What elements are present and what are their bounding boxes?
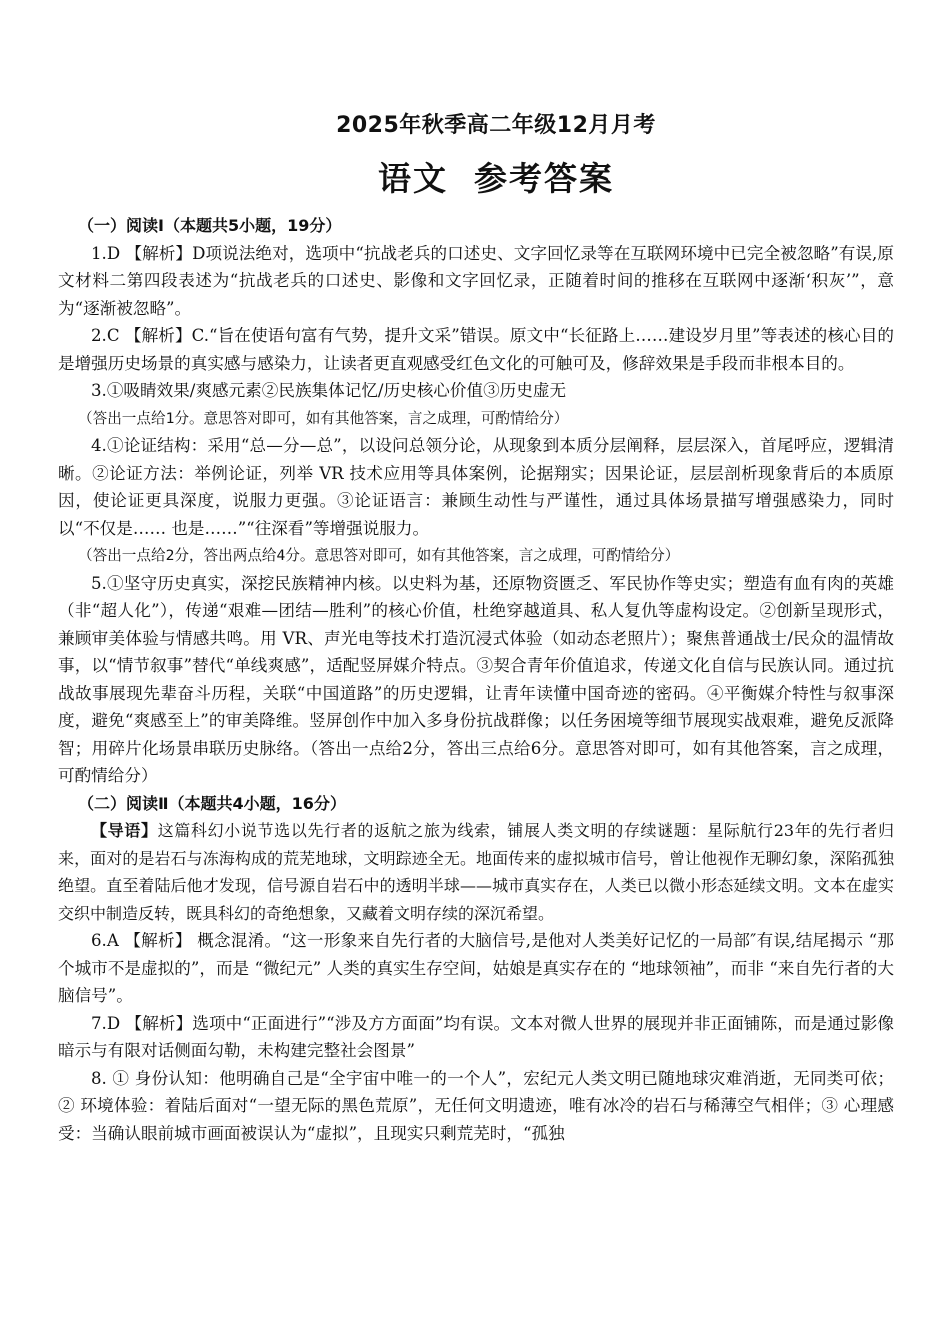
answer-key-label: 参考答案 bbox=[474, 159, 614, 198]
guide-text: 这篇科幻小说节选以先行者的返航之旅为线索，铺展人类文明的存续谜题：星际航行23年的先行者归来，面对的是岩石与冻海构成的荒芜地球，文明踪迹全无。地面传来的虚拟城市信号，曾让他视作无聊幻象，深陷孤独绝望。直至着陆后他才发现，信号源自岩石中的透明半球——城市真实存在，人类已以微小形态延续文明。文本在虚实交织中制造反转，既具科幻的奇绝想象，又藏着文明存续的深沉希望。 bbox=[58, 821, 894, 923]
answer-q2: 2.C 【解析】C.“旨在使语句富有气势，提升文采”错误。原文中“长征路上……建设岁月里”等表述的核心目的是增强历史场景的真实感与感染力，让读者更直观感受红色文化的可触可及，修辞效果是手段而非根本目的。 bbox=[58, 326, 894, 373]
subject-label: 语文 bbox=[378, 159, 448, 198]
answer-q7: 7.D 【解析】选项中“正面进行”“涉及方方面面”均有误。文本对微人世界的展现并非正面铺陈，而是通过影像暗示与有限对话侧面勾勒，未构建完整社会图景” bbox=[58, 1013, 894, 1060]
answer-document bbox=[58, 108, 894, 1147]
document-title bbox=[98, 153, 894, 200]
answer-q6: 6.A 【解析】 概念混淆。“这一形象来自先行者的大脑信号,是他对人类美好记忆的一局部″有误,结尾揭示 “那个城市不是虚拟的”，而是 “微纪元” 人类的真实生存空间，姑娘是真实存在的 “地球领袖”，而非 “来自先行者的大脑信号”。 bbox=[58, 931, 894, 1005]
section1-heading: （一）阅读Ⅰ（本题共5小题，19分） bbox=[78, 216, 342, 235]
answer-q8: 8. ① 身份认知：他明确自己是“全宇宙中唯一的一个人”，宏纪元人类文明已随地球灾难消逝，无同类可依；② 环境体验：着陆后面对“一望无际的黑色荒原”，无任何文明遗迹，唯有冰冷的岩石与稀薄空气相伴；③ 心理感受：当确认眼前城市画面被误认为“虚拟”，且现实只剩荒芜时，“孤独 bbox=[58, 1068, 894, 1143]
guide-paragraph bbox=[58, 817, 894, 927]
scoring-note-q3: （答出一点给1分。意思答对即可，如有其他答案，言之成理，可酌情给分） bbox=[78, 409, 569, 427]
answer-q1: 1.D 【解析】D项说法绝对，选项中“抗战老兵的口述史、文字回忆录等在互联网环境中已完全被忽略”有误,原文材料二第四段表述为“抗战老兵的口述史、影像和文字回忆录，正随着时间的推移在互联网中逐渐‘积灰’”，意为“逐渐被忽略”。 bbox=[58, 243, 894, 318]
answer-q4: 4.①论证结构：采用“总—分—总”，以设问总领分论，从现象到本质分层阐释，层层深入，首尾呼应，逻辑清晰。②论证方法：举例论证，列举 VR 技术应用等具体案例，论据翔实；因果论证，层层剖析现象背后的本质原因，使论证更具深度，说服力更强。③论证语言：兼顾生动性与严谨性，通过具体场景描写增强感染力，同时以“不仅是…… 也是……”“往深看”等增强说服力。 bbox=[58, 436, 894, 538]
answer-q5: 5.①坚守历史真实，深挖民族精神内核。以史料为基，还原物资匮乏、军民协作等史实；塑造有血有肉的英雄（非“超人化”），传递“艰难—团结—胜利”的核心价值，杜绝穿越道具、私人复仇等虚构设定。②创新呈现形式，兼顾审美体验与情感共鸣。用 VR、声光电等技术打造沉浸式体验（如动态老照片）；聚焦普通战士/民众的温情故事，以“情节叙事”替代“单线爽感”，适配竖屏媒介特点。③契合青年价值追求，传递文化自信与民族认同。通过抗战故事展现先辈奋斗历程，关联“中国道路”的历史逻辑，让青年读懂中国奇迹的密码。④平衡媒介特性与叙事深度，避免“爽感至上”的审美降维。竖屏创作中加入多身份抗战群像；以任务困境等细节展现实战艰难，避免反派降智；用碎片化场景串联历史脉络。（答出一点给2分，答出三点给6分。意思答对即可，如有其他答案，言之成理，可酌情给分） bbox=[58, 573, 894, 785]
section2-heading: （二）阅读Ⅱ（本题共4小题，16分） bbox=[78, 793, 346, 813]
guide-lead: 【导语】 bbox=[91, 821, 158, 840]
exam-title: 2025年秋季高二年级12月月考 bbox=[336, 113, 656, 138]
scoring-note-q4: （答出一点给2分，答出两点给4分。意思答对即可，如有其他答案，言之成理，可酌情给分） bbox=[78, 547, 680, 564]
answer-q3: 3.①吸睛效果/爽感元素②民族集体记忆/历史核心价值③历史虚无 bbox=[91, 381, 567, 400]
